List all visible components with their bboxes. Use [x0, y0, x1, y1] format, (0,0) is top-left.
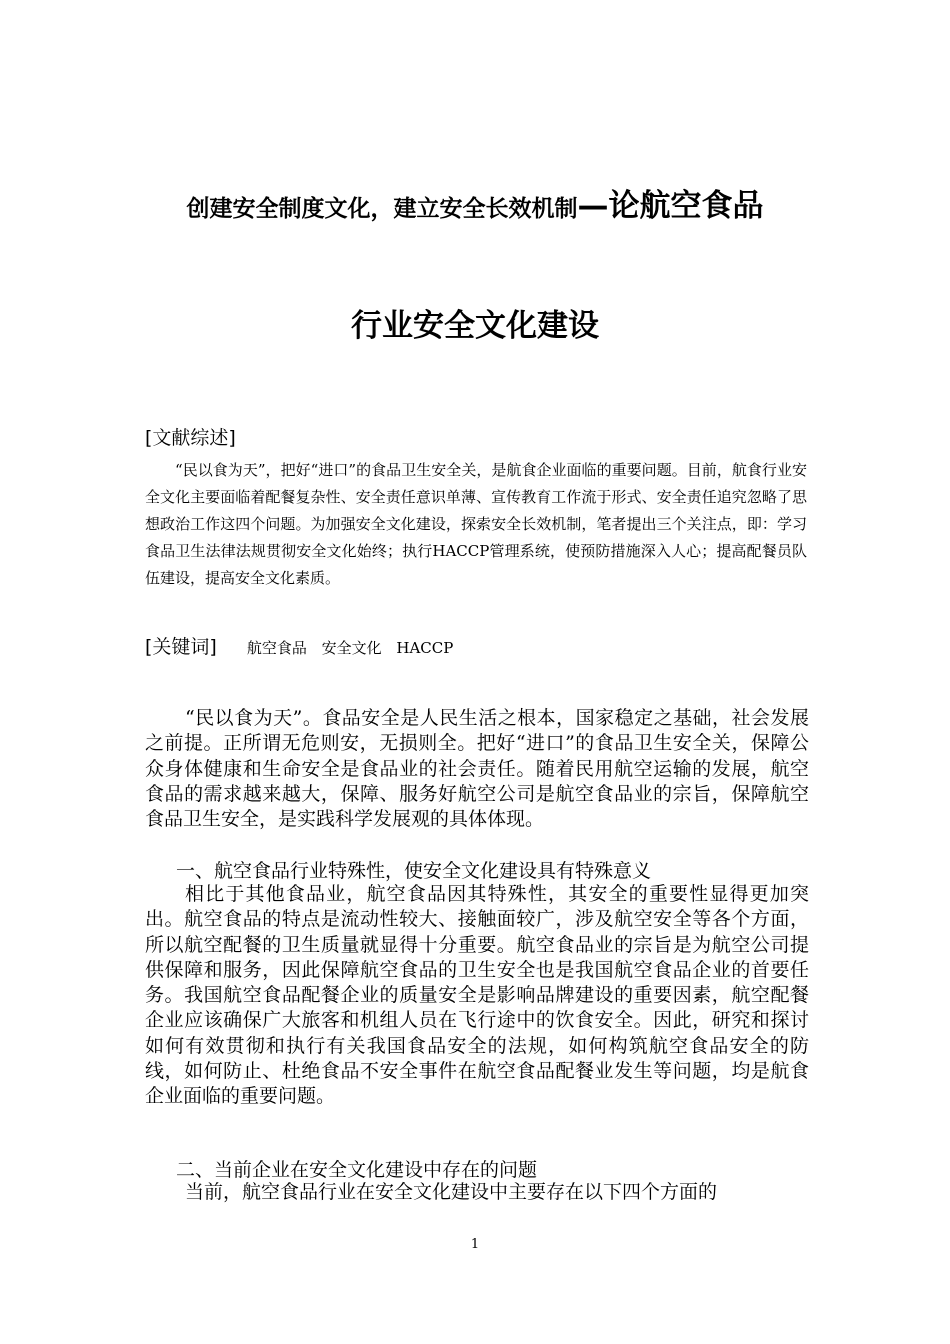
section-2-paragraph: 当前，航空食品行业在安全文化建设中主要存在以下四个方面的 [185, 1181, 718, 1203]
document-title-line-1 [0, 180, 950, 225]
title-subtitle-part: —论航空食品 [577, 188, 764, 224]
section-1-heading: 一、航空食品行业特殊性，使安全文化建设具有特殊意义 [176, 860, 652, 882]
abstract-text: “民以食为天”，把好“进口”的食品卫生安全关，是航食企业面临的重要问题。目前，航食行业安全文化主要面临着配餐复杂性、安全责任意识单薄、宣传教育工作流于形式、安全责任追究忽略了思想政治工作这四个问题。为加强安全文化建设，探索安全长效机制，笔者提出三个关注点，即：学习食品卫生法律法规贯彻安全文化始终；执行HACCP管理系统，使预防措施深入人心；提高配餐员队伍建设，提高安全文化素质。 [145, 461, 807, 587]
intro-paragraph: “民以食为天”。食品安全是人民生活之根本，国家稳定之基础，社会发展之前提。正所谓无危则安，无损则全。把好“进口”的食品卫生安全关，保障公众身体健康和生命安全是食品业的社会责任。随着民用航空运输的发展，航空食品的需求越来越大，保障、服务好航空公司是航空食品业的宗旨，保障航空食品卫生安全，是实践科学发展观的具体体现。 [145, 707, 809, 831]
keywords-row [145, 632, 453, 659]
section-1-paragraph: 相比于其他食品业，航空食品因其特殊性，其安全的重要性显得更加突出。航空食品的特点是流动性较大、接触面较广，涉及航空安全等各个方面，所以航空配餐的卫生质量就显得十分重要。航空食品业的宗旨是为航空公司提供保障和服务，因此保障航空食品的卫生安全也是我国航空食品企业的首要任务。我国航空食品配餐企业的质量安全是影响品牌建设的重要因素，航空配餐企业应该确保广大旅客和机组人员在飞行途中的饮食安全。因此，研究和探讨如何有效贯彻和执行有关我国食品安全的法规，如何构筑航空食品安全的防线，如何防止、杜绝食品不安全事件在航空食品配餐业发生等问题，均是航食企业面临的重要问题。 [145, 883, 809, 1108]
document-title-line-2: 行业安全文化建设 [351, 308, 599, 344]
keywords-label: [关键词] [145, 636, 217, 658]
page-number: 1 [470, 1237, 480, 1252]
title-main-part: 创建安全制度文化，建立安全长效机制 [186, 196, 578, 222]
keywords-value: 航空食品 安全文化 HACCP [246, 639, 454, 657]
section-2-heading: 二、当前企业在安全文化建设中存在的问题 [176, 1159, 538, 1181]
abstract-label: [文献综述] [145, 427, 236, 449]
